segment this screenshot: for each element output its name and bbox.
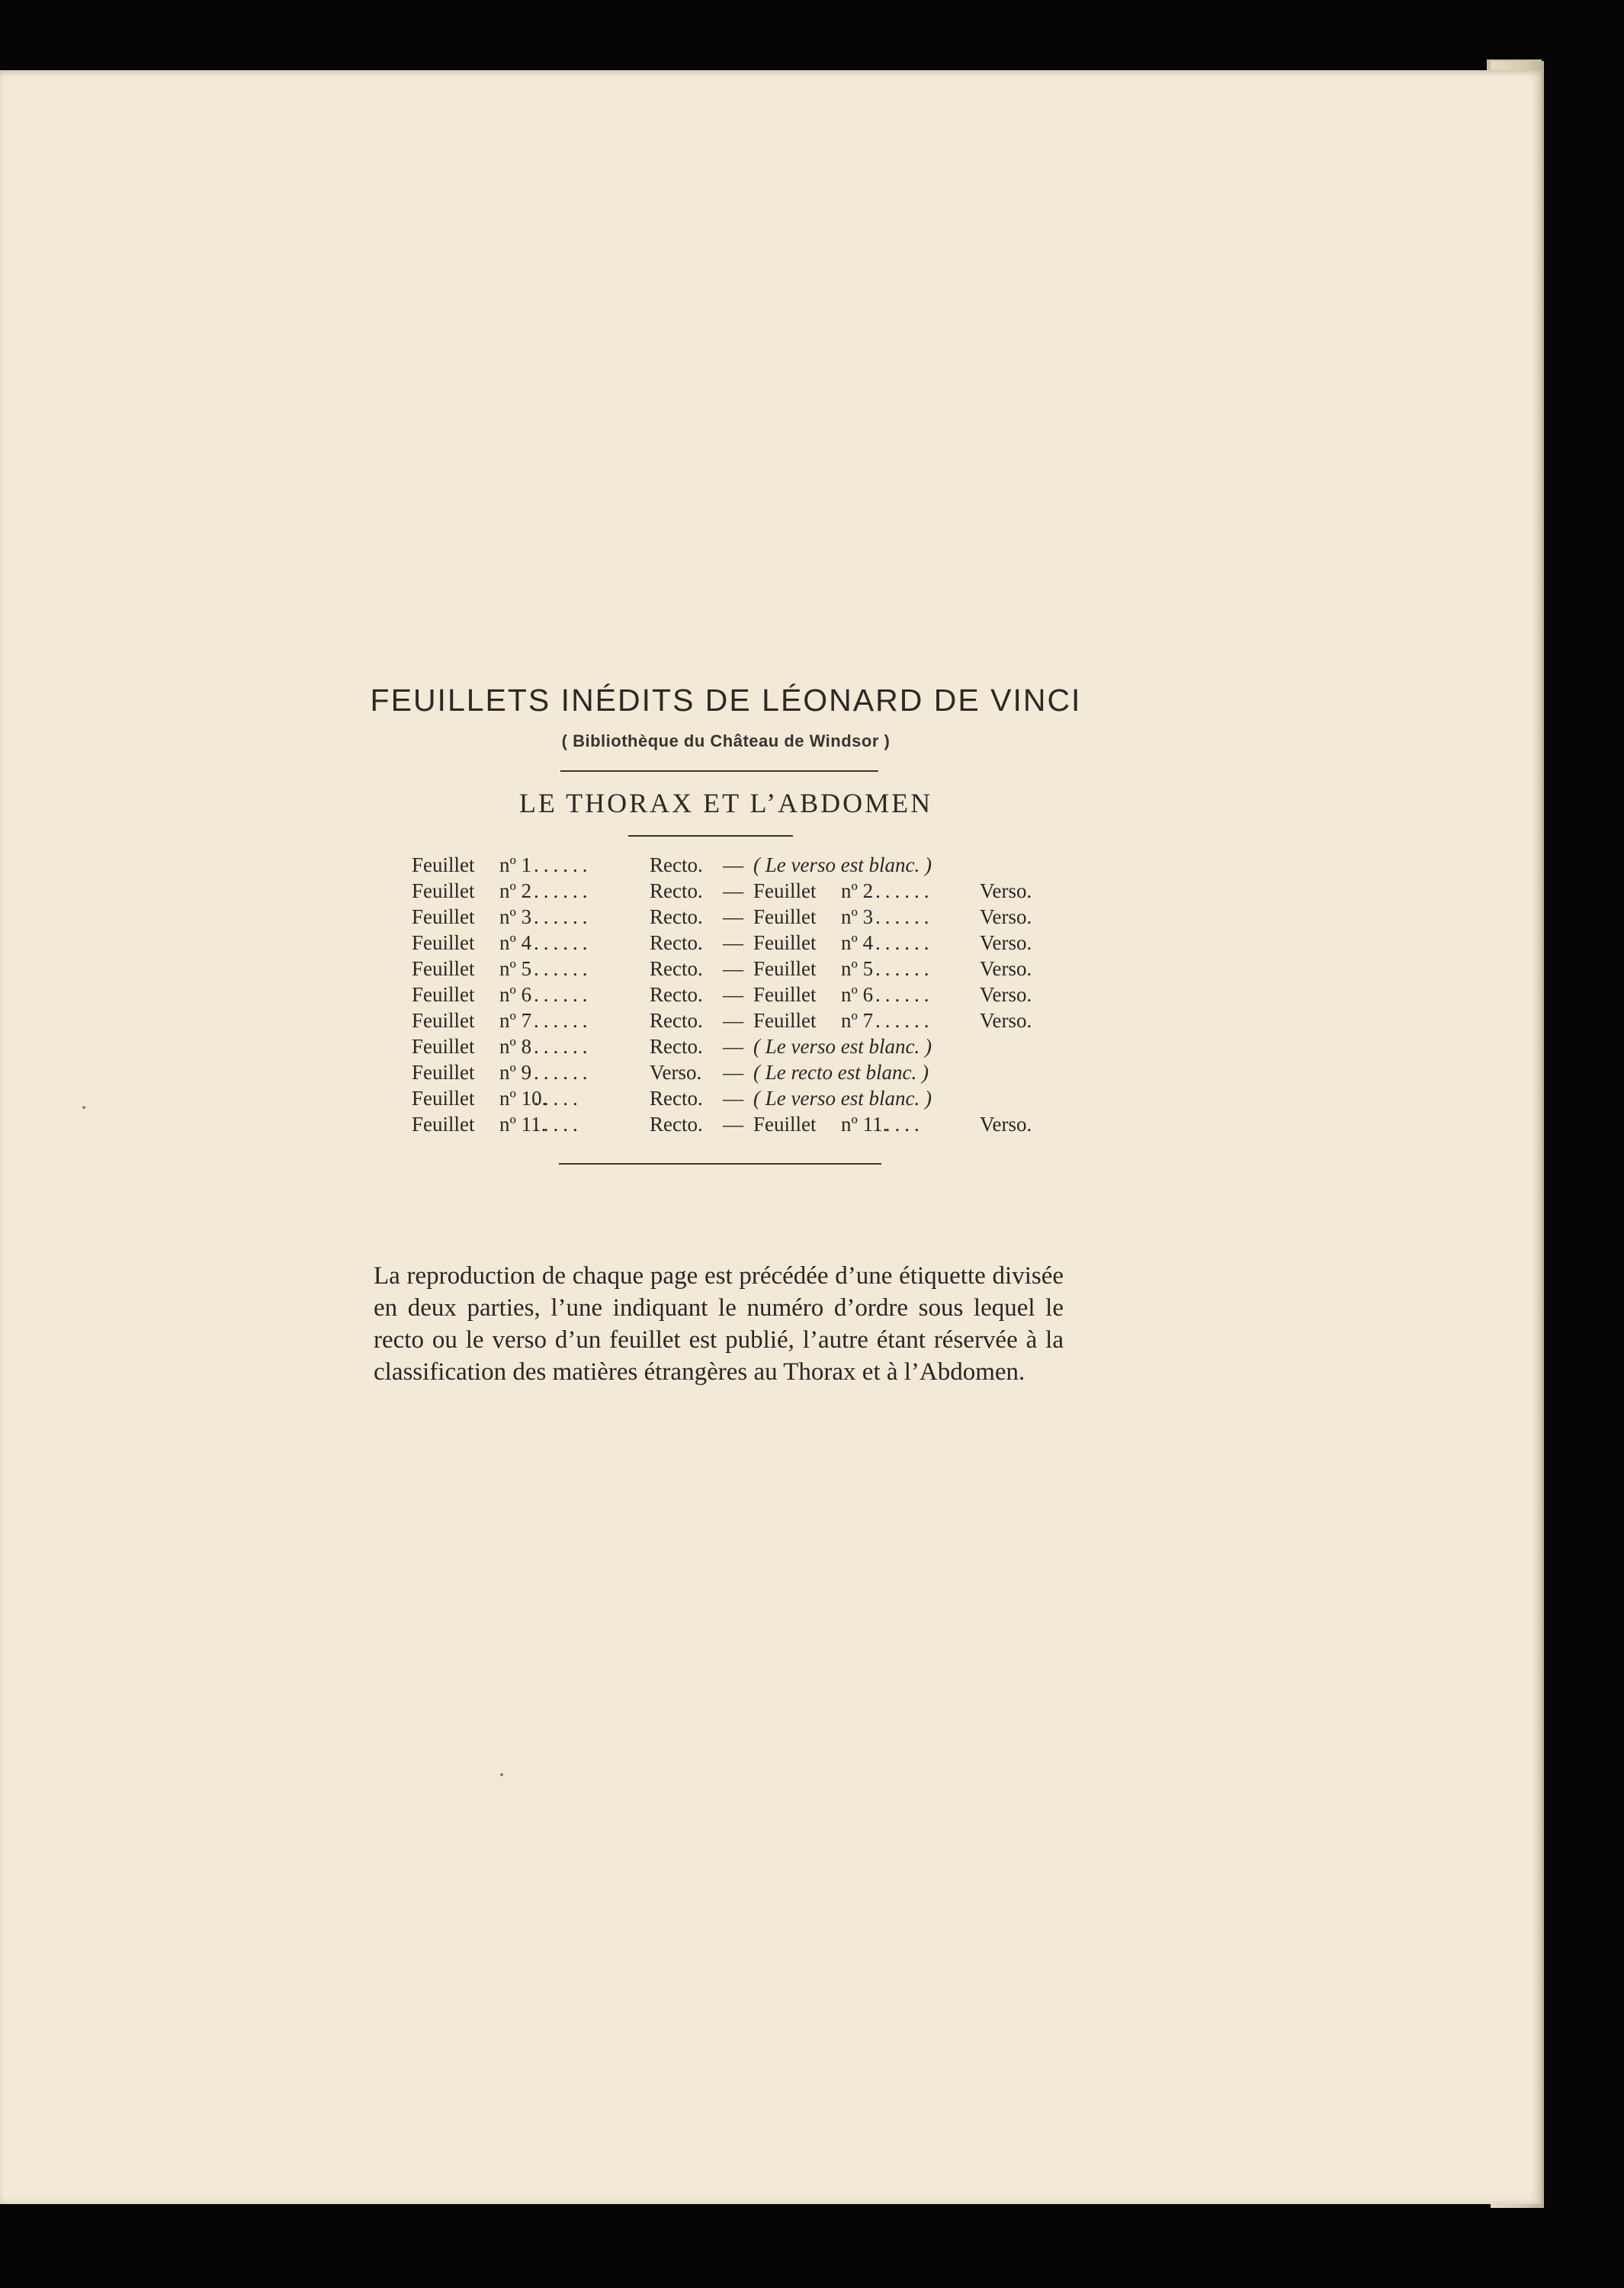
sheet-side: Recto.: [650, 1087, 703, 1110]
dot-leader: ......: [534, 905, 592, 928]
dot-leader: ......: [875, 1009, 934, 1032]
sheet-side: Recto.: [650, 879, 703, 902]
dot-leader: ......: [534, 1035, 592, 1058]
sheet-label: Feuillet: [412, 879, 475, 902]
dot-leader: .....: [534, 1113, 583, 1136]
sheet-label: Feuillet: [753, 983, 817, 1006]
sheet-number: nº 4: [841, 931, 874, 954]
sheet-label: Feuillet: [753, 879, 817, 902]
sheet-number: nº 3: [841, 905, 874, 928]
sheet-label: Feuillet: [412, 1061, 475, 1084]
sheet-row: [412, 904, 1098, 930]
paper-speck: [500, 1773, 503, 1776]
dash-separator: —: [723, 957, 743, 980]
divider-rule: [560, 770, 878, 772]
dot-leader: ......: [875, 905, 934, 928]
blank-note: ( Le recto est blanc. ): [753, 1061, 929, 1084]
sheet-row: [412, 1059, 1098, 1085]
sheet-row: [412, 878, 1098, 904]
sheet-row: [412, 1111, 1098, 1137]
dot-leader: ......: [875, 983, 934, 1006]
dash-separator: —: [723, 1061, 743, 1084]
dot-leader: .....: [875, 1113, 924, 1136]
dash-separator: —: [723, 1113, 743, 1136]
dot-leader: ......: [875, 879, 934, 902]
sheet-side: Verso.: [980, 905, 1032, 928]
sheet-side: Recto.: [650, 983, 703, 1006]
dash-separator: —: [723, 1035, 743, 1058]
sheet-label: Feuillet: [753, 905, 817, 928]
sheet-number: nº 5: [841, 957, 874, 980]
sheet-row: [412, 930, 1098, 956]
blank-note: ( Le verso est blanc. ): [753, 1087, 932, 1110]
sheet-row: [412, 852, 1098, 878]
sheet-label: Feuillet: [412, 983, 475, 1006]
sheet-number: nº 4: [499, 931, 532, 954]
note-paragraph: La reproduction de chaque page est précédée d’une étiquette divisée en deux parties, l’une indiquant le numéro d’ordre sous lequel le recto ou le verso d’un feuillet est publié, l’autre étant réservée à la classification des matières étrangères au Thorax et à l’Abdomen.: [374, 1262, 1064, 1386]
sheet-side: Verso.: [980, 1009, 1032, 1032]
sheet-number: nº 6: [499, 983, 532, 1006]
divider-rule: [628, 835, 793, 837]
page-subtitle: ( Bibliothèque du Château de Windsor ): [561, 731, 891, 750]
sheet-side: Recto.: [650, 853, 703, 876]
dot-leader: ......: [875, 957, 934, 980]
dot-leader: ......: [534, 983, 592, 1006]
dot-leader: ......: [534, 879, 592, 902]
sheet-row: [412, 1085, 1098, 1111]
dot-leader: ......: [875, 931, 934, 954]
sheet-label: Feuillet: [412, 905, 475, 928]
sheet-number: nº 6: [841, 983, 874, 1006]
sheet-number: nº 3: [499, 905, 532, 928]
sheet-side: Verso.: [980, 1113, 1032, 1136]
sheet-number: nº 11.: [841, 1113, 888, 1136]
dash-separator: —: [723, 1087, 743, 1110]
dot-leader: ......: [534, 1009, 592, 1032]
sheet-row: [412, 1007, 1098, 1033]
sheet-row: [412, 1033, 1098, 1059]
dot-leader: ......: [534, 957, 592, 980]
sheet-side: Verso.: [980, 931, 1032, 954]
dot-leader: .....: [534, 1087, 583, 1110]
page-content: [0, 70, 1542, 2204]
divider-rule: [559, 1163, 881, 1165]
sheet-row: [412, 982, 1098, 1007]
sheet-label: Feuillet: [412, 1087, 475, 1110]
sheet-list: [412, 852, 1098, 1137]
sheet-side: Recto.: [650, 1035, 703, 1058]
dot-leader: ......: [534, 931, 592, 954]
dash-separator: —: [723, 983, 743, 1006]
sheet-side: Recto.: [650, 1009, 703, 1032]
sheet-number: nº 1: [499, 853, 532, 876]
sheet-number: nº 10.: [499, 1087, 547, 1110]
sheet-label: Feuillet: [412, 957, 475, 980]
sheet-side: Verso.: [980, 957, 1032, 980]
section-title: LE THORAX ET L’ABDOMEN: [518, 788, 933, 818]
sheet-label: Feuillet: [753, 1009, 817, 1032]
sheet-label: Feuillet: [753, 931, 817, 954]
sheet-label: Feuillet: [753, 957, 817, 980]
blank-note: ( Le verso est blanc. ): [753, 853, 932, 876]
blank-note: ( Le verso est blanc. ): [753, 1035, 932, 1058]
paper-speck: [82, 1106, 85, 1109]
sheet-number: nº 9: [499, 1061, 532, 1084]
book-page: [0, 70, 1542, 2204]
sheet-side: Recto.: [650, 1113, 703, 1136]
sheet-label: Feuillet: [412, 1009, 475, 1032]
sheet-number: nº 5: [499, 957, 532, 980]
dot-leader: ......: [534, 853, 592, 876]
sheet-row: [412, 956, 1098, 982]
sheet-label: Feuillet: [412, 1035, 475, 1058]
sheet-number: nº 11.: [499, 1113, 547, 1136]
dash-separator: —: [723, 931, 743, 954]
sheet-side: Verso.: [980, 983, 1032, 1006]
sheet-side: Recto.: [650, 957, 703, 980]
sheet-side: Verso.: [650, 1061, 702, 1084]
dash-separator: —: [723, 1009, 743, 1032]
sheet-number: nº 7: [841, 1009, 874, 1032]
sheet-number: nº 7: [499, 1009, 532, 1032]
dot-leader: ......: [534, 1061, 592, 1084]
sheet-side: Recto.: [650, 905, 703, 928]
page-title: FEUILLETS INÉDITS DE LÉONARD DE VINCI: [370, 683, 1082, 718]
dash-separator: —: [723, 853, 743, 876]
sheet-number: nº 2: [499, 879, 532, 902]
sheet-label: Feuillet: [412, 931, 475, 954]
sheet-side: Recto.: [650, 931, 703, 954]
sheet-side: Verso.: [980, 879, 1032, 902]
sheet-label: Feuillet: [412, 1113, 475, 1136]
dash-separator: —: [723, 905, 743, 928]
sheet-number: nº 8: [499, 1035, 532, 1058]
sheet-number: nº 2: [841, 879, 874, 902]
sheet-label: Feuillet: [412, 853, 475, 876]
dash-separator: —: [723, 879, 743, 902]
sheet-label: Feuillet: [753, 1113, 817, 1136]
